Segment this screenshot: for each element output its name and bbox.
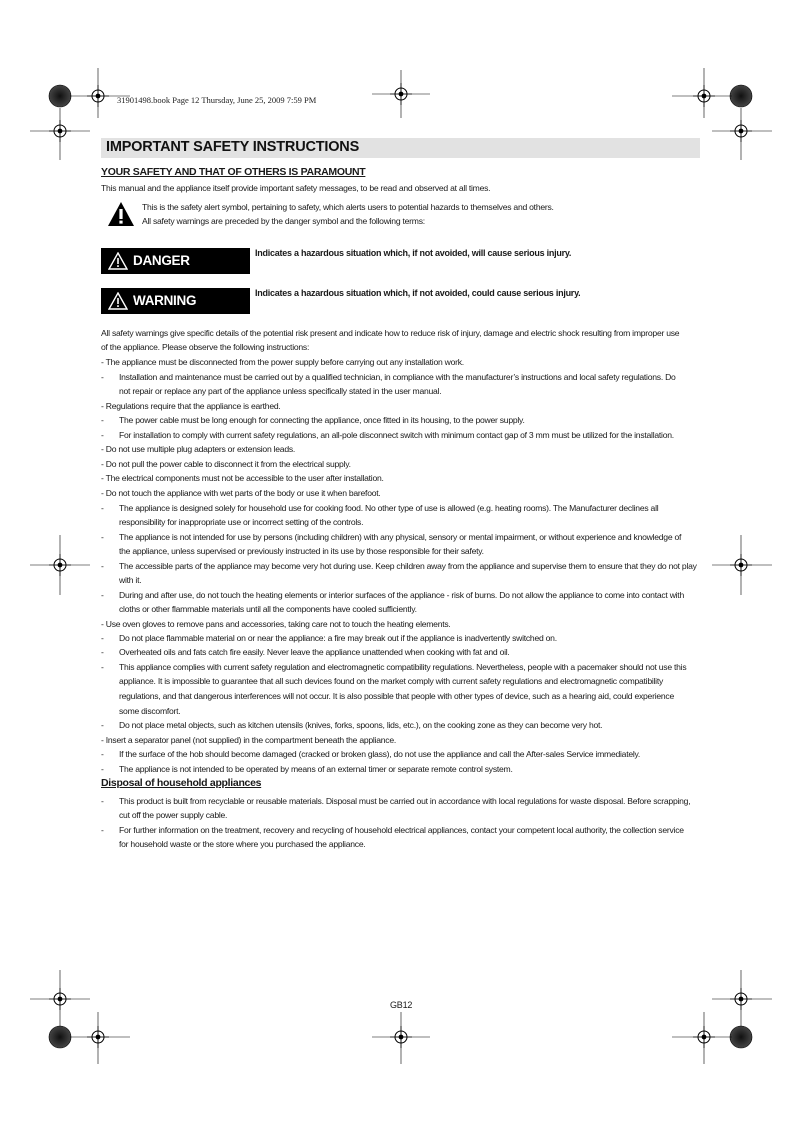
list-item-continuation: responsibility for inappropriate use or incorrect setting of the controls. bbox=[119, 517, 364, 527]
bullet-dash: - bbox=[101, 633, 104, 643]
bullet-dash: - bbox=[101, 532, 104, 542]
list-item-continuation: cut off the power supply cable. bbox=[119, 810, 228, 820]
warning-triangle-icon bbox=[107, 201, 135, 227]
warning-label-box bbox=[101, 288, 250, 314]
bullet-dash: - bbox=[101, 825, 104, 835]
list-item: - Do not use multiple plug adapters or extension leads. bbox=[101, 444, 296, 454]
danger-label: DANGER bbox=[133, 253, 190, 268]
intro-text: This manual and the appliance itself provide important safety messages, to be read and observed at all times. bbox=[101, 183, 491, 193]
alert-line-2: All safety warnings are preceded by the danger symbol and the following terms: bbox=[142, 216, 425, 226]
alert-line-1: This is the safety alert symbol, pertaining to safety, which alerts users to potential hazards to themselves and others. bbox=[142, 202, 554, 212]
warning-description: Indicates a hazardous situation which, if not avoided, could cause serious injury. bbox=[255, 288, 581, 298]
list-item-continuation: the appliance, unless supervised or previously instructed in its use by those responsible for their safety. bbox=[119, 546, 484, 556]
bullet-dash: - bbox=[101, 415, 104, 425]
list-item: The appliance is designed solely for household use for cooking food. No other type of use is allowed (e.g. heating rooms). The Manufacturer declines all bbox=[119, 503, 659, 513]
list-item: This appliance complies with current safety regulation and electromagnetic compatibility regulations. Nevertheless, people with a pacemaker should not use this bbox=[119, 662, 687, 672]
bullet-dash: - bbox=[101, 720, 104, 730]
list-item-continuation: for household waste or the store where you purchased the appliance. bbox=[119, 839, 366, 849]
bullet-dash: - bbox=[101, 764, 104, 774]
list-item: During and after use, do not touch the heating elements or interior surfaces of the appliance - risk of burns. Do not allow the appliance to come into contact with bbox=[119, 590, 684, 600]
bullet-dash: - bbox=[101, 647, 104, 657]
warning-label: WARNING bbox=[133, 293, 197, 308]
list-item: - Do not touch the appliance with wet parts of the body or use it when barefoot. bbox=[101, 488, 381, 498]
list-item: Installation and maintenance must be carried out by a qualified technician, in compliance with the manufacturer’s instructions and local safety regulations. Do bbox=[119, 372, 676, 382]
list-item: If the surface of the hob should become damaged (cracked or broken glass), do not use the appliance and call the After-sales Service immediately. bbox=[119, 749, 641, 759]
list-item: Do not place metal objects, such as kitchen utensils (knives, forks, spoons, lids, etc.), on the cooking zone as they can become very hot. bbox=[119, 720, 603, 730]
warning-triangle-small-icon bbox=[108, 292, 128, 310]
paragraph-line: All safety warnings give specific details of the potential risk present and indicate how to reduce risk of injury, damage and electric shock resulting from improper use bbox=[101, 328, 680, 338]
danger-label-box bbox=[101, 248, 250, 274]
list-item-continuation: some discomfort. bbox=[119, 706, 181, 716]
bullet-dash: - bbox=[101, 561, 104, 571]
bullet-dash: - bbox=[101, 749, 104, 759]
bullet-dash: - bbox=[101, 372, 104, 382]
list-item-continuation: regulations, and that dangerous interferences will not occur. It is also possible that people with other types of device, such as a hearing aid, could experience bbox=[119, 691, 674, 701]
list-item: - Use oven gloves to remove pans and accessories, taking care not to touch the heating elements. bbox=[101, 619, 451, 629]
danger-description: Indicates a hazardous situation which, if not avoided, will cause serious injury. bbox=[255, 248, 572, 258]
section-subtitle: YOUR SAFETY AND THAT OF OTHERS IS PARAMOUNT bbox=[101, 166, 366, 178]
list-item-continuation: appliance. It is impossible to guarantee that all such devices found on the market comply with current safety regulations and electromagnetic compatibility bbox=[119, 676, 664, 686]
bullet-dash: - bbox=[101, 662, 104, 672]
bullet-dash: - bbox=[101, 796, 104, 806]
list-item: For further information on the treatment, recovery and recycling of household electrical appliances, contact your competent local authority, the collection service bbox=[119, 825, 684, 835]
book-header: 31901498.book Page 12 Thursday, June 25, 2009 7:59 PM bbox=[117, 95, 317, 105]
list-item: Overheated oils and fats catch fire easily. Never leave the appliance unattended when cooking with fat and oil. bbox=[119, 647, 510, 657]
bullet-dash: - bbox=[101, 503, 104, 513]
list-item-continuation: with it. bbox=[119, 575, 142, 585]
list-item: - The appliance must be disconnected from the power supply before carrying out any installation work. bbox=[101, 357, 464, 367]
list-item: Do not place flammable material on or near the appliance: a fire may break out if the appliance is inadvertently switched on. bbox=[119, 633, 557, 643]
list-item: The appliance is not intended for use by persons (including children) with any physical, sensory or mental impairment, or without experience and knowledge of bbox=[119, 532, 682, 542]
list-item: The appliance is not intended to be operated by means of an external timer or separate remote control system. bbox=[119, 764, 513, 774]
list-item-continuation: cloths or other flammable materials until all the components have cooled sufficiently. bbox=[119, 604, 417, 614]
bullet-dash: - bbox=[101, 430, 104, 440]
list-item: The accessible parts of the appliance may become very hot during use. Keep children away from the appliance and supervise them to ensure that they do not play bbox=[119, 561, 697, 571]
list-item: This product is built from recyclable or reusable materials. Disposal must be carried out in accordance with local regulations for waste disposal. Before scrapping, bbox=[119, 796, 691, 806]
list-item: For installation to comply with current safety regulations, an all-pole disconnect switch with minimum contact gap of 3 mm must be utilized for the installation. bbox=[119, 430, 674, 440]
paragraph-line: of the appliance. Please observe the following instructions: bbox=[101, 342, 310, 352]
page-title-bar bbox=[101, 138, 700, 158]
list-item: - Insert a separator panel (not supplied) in the compartment beneath the appliance. bbox=[101, 735, 397, 745]
disposal-heading: Disposal of household appliances bbox=[101, 777, 262, 789]
list-item: - The electrical components must not be accessible to the user after installation. bbox=[101, 473, 384, 483]
list-item: - Regulations require that the appliance is earthed. bbox=[101, 401, 281, 411]
danger-triangle-icon bbox=[108, 252, 128, 270]
list-item: The power cable must be long enough for connecting the appliance, once fitted in its housing, to the power supply. bbox=[119, 415, 525, 425]
page-title: IMPORTANT SAFETY INSTRUCTIONS bbox=[106, 139, 360, 155]
list-item: - Do not pull the power cable to disconnect it from the electrical supply. bbox=[101, 459, 351, 469]
list-item-continuation: not repair or replace any part of the appliance unless specifically stated in the user manual. bbox=[119, 386, 442, 396]
bullet-dash: - bbox=[101, 590, 104, 600]
page-number: GB12 bbox=[390, 1000, 413, 1010]
